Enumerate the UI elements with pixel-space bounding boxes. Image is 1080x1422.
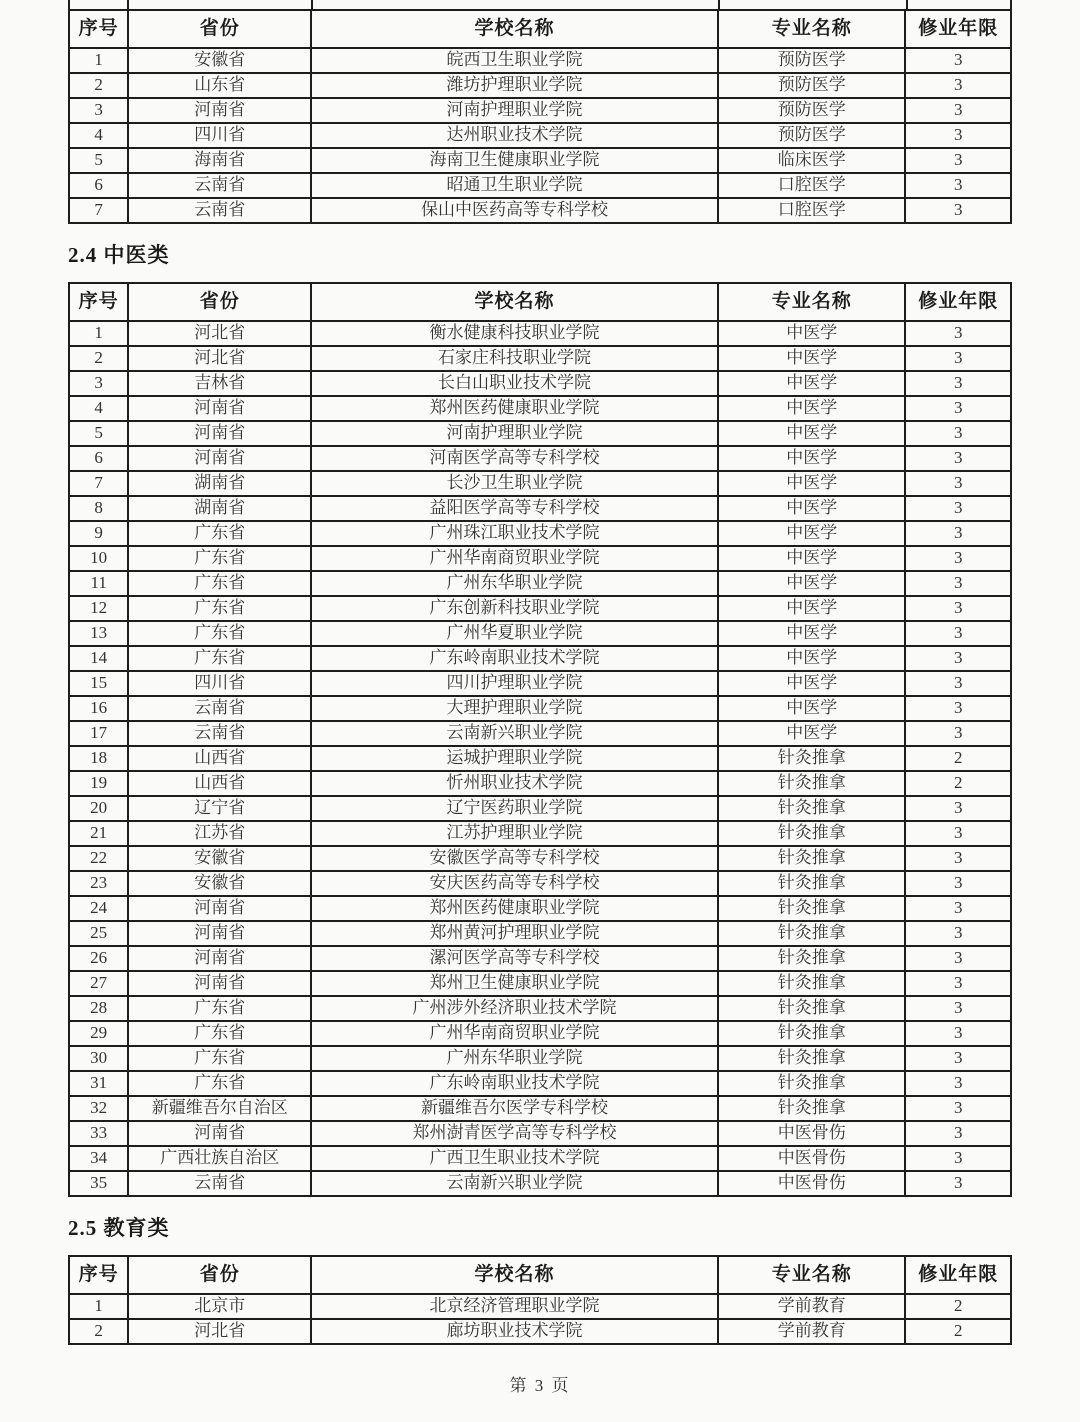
table-row <box>69 946 1011 971</box>
cell-school: 郑州医药健康职业学院 <box>311 396 718 421</box>
cell-major: 中医学 <box>718 621 905 646</box>
cell-index: 8 <box>69 496 128 521</box>
cell-duration: 3 <box>905 596 1011 621</box>
cell-index: 6 <box>69 446 128 471</box>
cell-school: 长沙卫生职业学院 <box>311 471 718 496</box>
cell-major: 中医学 <box>718 421 905 446</box>
cell-province: 河南省 <box>128 98 311 123</box>
cell-province: 山西省 <box>128 771 311 796</box>
cell-index: 6 <box>69 173 128 198</box>
cell-major: 口腔医学 <box>718 198 905 223</box>
table-row <box>69 546 1011 571</box>
cell-province: 四川省 <box>128 671 311 696</box>
cell-index: 27 <box>69 971 128 996</box>
cell-index: 1 <box>69 321 128 346</box>
cell-duration: 3 <box>905 471 1011 496</box>
section-heading: 2.4 中医类 <box>68 243 170 267</box>
column-header-col-province: 省份 <box>128 10 311 48</box>
cell-index: 17 <box>69 721 128 746</box>
cell-province: 广东省 <box>128 1071 311 1096</box>
cell-major: 中医学 <box>718 446 905 471</box>
cell-duration: 3 <box>905 1121 1011 1146</box>
cell-school: 广州华南商贸职业学院 <box>311 1021 718 1046</box>
cell-school: 北京经济管理职业学院 <box>311 1294 718 1319</box>
cell-school: 昭通卫生职业学院 <box>311 173 718 198</box>
cell-major: 预防医学 <box>718 48 905 73</box>
cell-school: 广东岭南职业技术学院 <box>311 1071 718 1096</box>
cell-duration: 3 <box>905 971 1011 996</box>
column-header-col-duration: 修业年限 <box>905 10 1011 48</box>
table-traditional-chinese-medicine <box>68 282 1012 1197</box>
cell-major: 中医学 <box>718 471 905 496</box>
cell-major: 针灸推拿 <box>718 921 905 946</box>
cell-duration: 3 <box>905 1021 1011 1046</box>
column-header-col-province: 省份 <box>128 283 311 321</box>
header-row <box>69 283 1011 321</box>
cell-index: 1 <box>69 48 128 73</box>
cell-major: 中医骨伤 <box>718 1121 905 1146</box>
cell-index: 7 <box>69 198 128 223</box>
cell-major: 中医骨伤 <box>718 1171 905 1196</box>
table-row <box>69 321 1011 346</box>
table-row <box>69 696 1011 721</box>
table-row <box>69 646 1011 671</box>
table-row <box>69 1071 1011 1096</box>
cell-duration: 3 <box>905 98 1011 123</box>
cell-index: 22 <box>69 846 128 871</box>
table-row <box>69 496 1011 521</box>
cell-school: 漯河医学高等专科学校 <box>311 946 718 971</box>
cell-major: 预防医学 <box>718 98 905 123</box>
cell-province: 河南省 <box>128 921 311 946</box>
cell-school: 安徽医学高等专科学校 <box>311 846 718 871</box>
cell-duration: 3 <box>905 371 1011 396</box>
cell-province: 湖南省 <box>128 471 311 496</box>
table-row <box>69 821 1011 846</box>
cell-major: 中医学 <box>718 346 905 371</box>
cell-province: 北京市 <box>128 1294 311 1319</box>
cell-school: 保山中医药高等专科学校 <box>311 198 718 223</box>
header-row <box>69 10 1011 48</box>
cell-index: 5 <box>69 421 128 446</box>
cell-duration: 3 <box>905 1071 1011 1096</box>
cell-duration: 3 <box>905 148 1011 173</box>
cell-index: 7 <box>69 471 128 496</box>
table-row <box>69 1319 1011 1344</box>
cell-school: 河南护理职业学院 <box>311 421 718 446</box>
cell-index: 10 <box>69 546 128 571</box>
cell-school: 衡水健康科技职业学院 <box>311 321 718 346</box>
table-row <box>69 596 1011 621</box>
table-row <box>69 671 1011 696</box>
cell-duration: 3 <box>905 173 1011 198</box>
cell-index: 21 <box>69 821 128 846</box>
cell-index: 5 <box>69 148 128 173</box>
cell-school: 广州珠江职业技术学院 <box>311 521 718 546</box>
cell-duration: 3 <box>905 846 1011 871</box>
cell-index: 33 <box>69 1121 128 1146</box>
cell-index: 18 <box>69 746 128 771</box>
cell-index: 9 <box>69 521 128 546</box>
cell-province: 吉林省 <box>128 371 311 396</box>
table-row <box>69 771 1011 796</box>
cell-school: 郑州澍青医学高等专科学校 <box>311 1121 718 1146</box>
table-row <box>69 346 1011 371</box>
cell-index: 25 <box>69 921 128 946</box>
table-row <box>69 721 1011 746</box>
table-row <box>69 98 1011 123</box>
cell-school: 忻州职业技术学院 <box>311 771 718 796</box>
cell-major: 中医学 <box>718 696 905 721</box>
cell-duration: 3 <box>905 73 1011 98</box>
cell-province: 广东省 <box>128 571 311 596</box>
cell-index: 29 <box>69 1021 128 1046</box>
cell-major: 针灸推拿 <box>718 971 905 996</box>
table-row <box>69 746 1011 771</box>
cell-school: 广东创新科技职业学院 <box>311 596 718 621</box>
cell-province: 海南省 <box>128 148 311 173</box>
cell-province: 山西省 <box>128 746 311 771</box>
cell-school: 郑州卫生健康职业学院 <box>311 971 718 996</box>
cell-duration: 3 <box>905 721 1011 746</box>
cell-index: 3 <box>69 371 128 396</box>
cell-index: 15 <box>69 671 128 696</box>
cell-province: 河南省 <box>128 946 311 971</box>
page-number: 第 3 页 <box>509 1376 571 1395</box>
cell-school: 大理护理职业学院 <box>311 696 718 721</box>
cell-major: 针灸推拿 <box>718 896 905 921</box>
cell-index: 2 <box>69 346 128 371</box>
cell-province: 云南省 <box>128 696 311 721</box>
column-header-col-major: 专业名称 <box>718 1256 905 1294</box>
cell-major: 预防医学 <box>718 123 905 148</box>
cell-school: 皖西卫生职业学院 <box>311 48 718 73</box>
cell-major: 中医学 <box>718 671 905 696</box>
table-row <box>69 896 1011 921</box>
table-row <box>69 198 1011 223</box>
cell-school: 广州东华职业学院 <box>311 571 718 596</box>
cell-province: 河南省 <box>128 396 311 421</box>
previous-table-fragment <box>68 0 1012 9</box>
cell-province: 广东省 <box>128 996 311 1021</box>
cell-province: 云南省 <box>128 173 311 198</box>
cell-index: 32 <box>69 1096 128 1121</box>
cell-duration: 3 <box>905 871 1011 896</box>
cell-index: 20 <box>69 796 128 821</box>
table-row <box>69 48 1011 73</box>
cell-school: 广州华夏职业学院 <box>311 621 718 646</box>
cell-duration: 3 <box>905 621 1011 646</box>
table-row <box>69 396 1011 421</box>
cell-province: 辽宁省 <box>128 796 311 821</box>
table-row <box>69 1146 1011 1171</box>
cell-province: 安徽省 <box>128 48 311 73</box>
cell-school: 石家庄科技职业学院 <box>311 346 718 371</box>
cell-province: 河南省 <box>128 1121 311 1146</box>
cell-index: 2 <box>69 1319 128 1344</box>
table-row <box>69 921 1011 946</box>
table-row <box>69 1046 1011 1071</box>
cell-duration: 2 <box>905 771 1011 796</box>
cell-province: 四川省 <box>128 123 311 148</box>
cell-duration: 3 <box>905 321 1011 346</box>
cell-province: 河南省 <box>128 971 311 996</box>
cell-school: 广西卫生职业技术学院 <box>311 1146 718 1171</box>
cell-duration: 3 <box>905 696 1011 721</box>
cell-duration: 3 <box>905 546 1011 571</box>
cell-duration: 3 <box>905 1146 1011 1171</box>
table-row <box>69 446 1011 471</box>
cell-major: 中医学 <box>718 596 905 621</box>
column-header-col-major: 专业名称 <box>718 283 905 321</box>
cell-duration: 3 <box>905 123 1011 148</box>
cell-school: 云南新兴职业学院 <box>311 721 718 746</box>
cell-major: 临床医学 <box>718 148 905 173</box>
cell-school: 江苏护理职业学院 <box>311 821 718 846</box>
cell-school: 新疆维吾尔医学专科学校 <box>311 1096 718 1121</box>
cell-school: 长白山职业技术学院 <box>311 371 718 396</box>
cell-province: 河南省 <box>128 446 311 471</box>
cell-school: 广州涉外经济职业技术学院 <box>311 996 718 1021</box>
cell-major: 针灸推拿 <box>718 846 905 871</box>
cell-duration: 3 <box>905 921 1011 946</box>
cell-duration: 3 <box>905 671 1011 696</box>
cell-major: 针灸推拿 <box>718 746 905 771</box>
cell-school: 郑州黄河护理职业学院 <box>311 921 718 946</box>
cell-index: 26 <box>69 946 128 971</box>
cell-index: 34 <box>69 1146 128 1171</box>
header-row <box>69 1256 1011 1294</box>
cell-major: 学前教育 <box>718 1294 905 1319</box>
cell-province: 广东省 <box>128 546 311 571</box>
table-row <box>69 471 1011 496</box>
cell-index: 24 <box>69 896 128 921</box>
cell-duration: 3 <box>905 496 1011 521</box>
cell-index: 23 <box>69 871 128 896</box>
table-row <box>69 123 1011 148</box>
cell-major: 针灸推拿 <box>718 1021 905 1046</box>
cell-duration: 3 <box>905 521 1011 546</box>
table-education <box>68 1255 1012 1345</box>
table-row <box>69 148 1011 173</box>
cell-school: 广州东华职业学院 <box>311 1046 718 1071</box>
cell-duration: 3 <box>905 821 1011 846</box>
cell-province: 广西壮族自治区 <box>128 1146 311 1171</box>
column-header-col-index: 序号 <box>69 10 128 48</box>
table-row <box>69 846 1011 871</box>
cell-duration: 3 <box>905 796 1011 821</box>
cell-duration: 3 <box>905 396 1011 421</box>
cell-duration: 3 <box>905 946 1011 971</box>
cell-index: 35 <box>69 1171 128 1196</box>
table-row <box>69 73 1011 98</box>
cell-major: 中医学 <box>718 371 905 396</box>
cell-province: 广东省 <box>128 1046 311 1071</box>
cell-province: 江苏省 <box>128 821 311 846</box>
cell-duration: 2 <box>905 1294 1011 1319</box>
cell-province: 云南省 <box>128 721 311 746</box>
cell-school: 云南新兴职业学院 <box>311 1171 718 1196</box>
cell-index: 14 <box>69 646 128 671</box>
cell-duration: 3 <box>905 896 1011 921</box>
cell-major: 针灸推拿 <box>718 771 905 796</box>
cell-province: 河南省 <box>128 421 311 446</box>
cell-school: 益阳医学高等专科学校 <box>311 496 718 521</box>
table-row <box>69 796 1011 821</box>
cell-major: 中医学 <box>718 496 905 521</box>
table-row <box>69 871 1011 896</box>
cell-major: 针灸推拿 <box>718 821 905 846</box>
cell-province: 河北省 <box>128 321 311 346</box>
cell-duration: 3 <box>905 421 1011 446</box>
column-header-col-major: 专业名称 <box>718 10 905 48</box>
cell-duration: 3 <box>905 996 1011 1021</box>
table-medical-continued <box>68 9 1012 224</box>
cell-major: 针灸推拿 <box>718 996 905 1021</box>
section-heading: 2.5 教育类 <box>68 1216 170 1240</box>
tables-container <box>68 9 1012 1345</box>
column-header-col-duration: 修业年限 <box>905 1256 1011 1294</box>
cell-index: 31 <box>69 1071 128 1096</box>
cell-major: 中医学 <box>718 546 905 571</box>
table-row <box>69 571 1011 596</box>
cell-province: 河南省 <box>128 896 311 921</box>
cell-province: 云南省 <box>128 1171 311 1196</box>
cell-index: 19 <box>69 771 128 796</box>
table-row <box>69 521 1011 546</box>
cell-duration: 3 <box>905 1171 1011 1196</box>
cell-index: 4 <box>69 123 128 148</box>
column-header-col-province: 省份 <box>128 1256 311 1294</box>
cell-duration: 3 <box>905 446 1011 471</box>
cell-school: 廊坊职业技术学院 <box>311 1319 718 1344</box>
cell-index: 30 <box>69 1046 128 1071</box>
cell-school: 广州华南商贸职业学院 <box>311 546 718 571</box>
cell-school: 潍坊护理职业学院 <box>311 73 718 98</box>
cell-duration: 3 <box>905 646 1011 671</box>
cell-school: 海南卫生健康职业学院 <box>311 148 718 173</box>
cell-index: 16 <box>69 696 128 721</box>
cell-major: 中医学 <box>718 396 905 421</box>
cell-province: 广东省 <box>128 646 311 671</box>
cell-index: 12 <box>69 596 128 621</box>
table-row <box>69 996 1011 1021</box>
cell-province: 云南省 <box>128 198 311 223</box>
cell-duration: 3 <box>905 198 1011 223</box>
cell-school: 四川护理职业学院 <box>311 671 718 696</box>
cell-major: 中医学 <box>718 571 905 596</box>
cell-major: 中医学 <box>718 521 905 546</box>
cell-province: 安徽省 <box>128 846 311 871</box>
table-row <box>69 1021 1011 1046</box>
cell-school: 运城护理职业学院 <box>311 746 718 771</box>
cell-duration: 3 <box>905 571 1011 596</box>
table-row <box>69 371 1011 396</box>
cell-duration: 2 <box>905 746 1011 771</box>
table-row <box>69 1121 1011 1146</box>
cell-province: 广东省 <box>128 596 311 621</box>
cell-major: 口腔医学 <box>718 173 905 198</box>
cell-index: 13 <box>69 621 128 646</box>
column-header-col-index: 序号 <box>69 1256 128 1294</box>
cell-duration: 3 <box>905 48 1011 73</box>
cell-duration: 2 <box>905 1319 1011 1344</box>
cell-province: 安徽省 <box>128 871 311 896</box>
cell-major: 针灸推拿 <box>718 796 905 821</box>
table-row <box>69 421 1011 446</box>
cell-index: 4 <box>69 396 128 421</box>
cell-school: 河南医学高等专科学校 <box>311 446 718 471</box>
cell-school: 辽宁医药职业学院 <box>311 796 718 821</box>
column-header-col-school: 学校名称 <box>311 10 718 48</box>
cell-duration: 3 <box>905 1096 1011 1121</box>
table-row <box>69 173 1011 198</box>
cell-major: 针灸推拿 <box>718 1046 905 1071</box>
cell-province: 河北省 <box>128 1319 311 1344</box>
cell-index: 1 <box>69 1294 128 1319</box>
cell-school: 安庆医药高等专科学校 <box>311 871 718 896</box>
cell-school: 广东岭南职业技术学院 <box>311 646 718 671</box>
table-row <box>69 1171 1011 1196</box>
cell-duration: 3 <box>905 346 1011 371</box>
cell-major: 预防医学 <box>718 73 905 98</box>
table-row <box>69 971 1011 996</box>
cell-major: 针灸推拿 <box>718 871 905 896</box>
cell-province: 广东省 <box>128 621 311 646</box>
cell-province: 湖南省 <box>128 496 311 521</box>
cell-major: 针灸推拿 <box>718 1096 905 1121</box>
cell-major: 针灸推拿 <box>718 946 905 971</box>
table-row <box>69 621 1011 646</box>
column-header-col-school: 学校名称 <box>311 1256 718 1294</box>
cell-major: 中医学 <box>718 721 905 746</box>
column-header-col-index: 序号 <box>69 283 128 321</box>
cell-province: 广东省 <box>128 1021 311 1046</box>
cell-school: 达州职业技术学院 <box>311 123 718 148</box>
cell-province: 河北省 <box>128 346 311 371</box>
table-row <box>69 1294 1011 1319</box>
table-row <box>69 1096 1011 1121</box>
column-header-col-school: 学校名称 <box>311 283 718 321</box>
cell-province: 山东省 <box>128 73 311 98</box>
cell-major: 中医学 <box>718 646 905 671</box>
cell-index: 2 <box>69 73 128 98</box>
cell-index: 11 <box>69 571 128 596</box>
cell-province: 广东省 <box>128 521 311 546</box>
cell-duration: 3 <box>905 1046 1011 1071</box>
cell-major: 针灸推拿 <box>718 1071 905 1096</box>
cell-school: 河南护理职业学院 <box>311 98 718 123</box>
cell-school: 郑州医药健康职业学院 <box>311 896 718 921</box>
cell-major: 中医骨伤 <box>718 1146 905 1171</box>
cell-index: 3 <box>69 98 128 123</box>
cell-province: 新疆维吾尔自治区 <box>128 1096 311 1121</box>
cell-index: 28 <box>69 996 128 1021</box>
cell-major: 中医学 <box>718 321 905 346</box>
cell-major: 学前教育 <box>718 1319 905 1344</box>
column-header-col-duration: 修业年限 <box>905 283 1011 321</box>
